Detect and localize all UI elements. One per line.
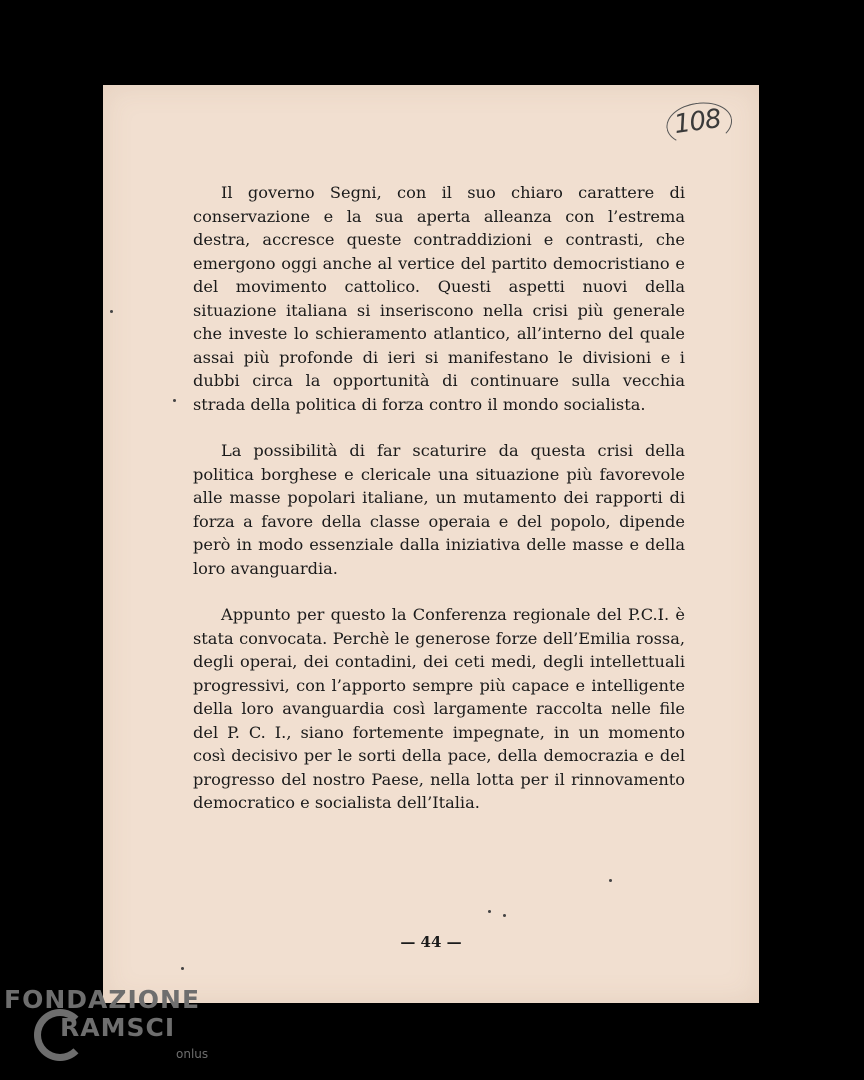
paragraph-1: Il governo Segni, con il suo chiaro carattere di conservazione e la sua aperta alleanza con l’estrema destra, accresce queste contraddizioni e contrasti, che emergono oggi anche al vertice del partito democristiano e del movimento cattolico. Questi aspetti nuovi della situazione italiana si inseriscono nella crisi più generale che investe lo schieramento atlantico, all’interno del quale assai più profonde di ieri si manifestano le divisioni e i dubbi circa la opportunità di continuare sulla vecchia strada della politica di forza contro il mondo socialista. bbox=[193, 183, 685, 414]
paragraph-3: Appunto per questo la Conferenza regionale del P.C.I. è stata convocata. Perchè le generose forze dell’Emilia rossa, degli operai, dei contadini, dei ceti medi, degli intellettuali progressivi, con l’apporto sempre più capace e intelligente della loro avanguardia così largamente raccolta nelle file del P. C. I., siano fortemente impegnate, in un momento così decisivo per le sorti della pace, della democrazia e del progresso del nostro Paese, nella lotta per il rinnovamento democratico e socialista dell’Italia. bbox=[193, 605, 685, 812]
paper-speck bbox=[181, 967, 184, 970]
body-text bbox=[193, 181, 685, 838]
watermark-sub: onlus bbox=[176, 1047, 209, 1061]
paper-speck bbox=[173, 399, 176, 402]
page-number: — 44 — bbox=[400, 933, 462, 951]
paragraph-2: La possibilità di far scaturire da questa crisi della politica borghese e clericale una situazione più favorevole alle masse popolari italiane, un mutamento dei rapporti di forza a favore della classe operaia e del popolo, dipende però in modo essenziale dalla iniziativa delle masse e della loro avanguardia. bbox=[193, 441, 685, 578]
paper-speck bbox=[488, 910, 491, 913]
watermark-line2: RAMSCI bbox=[60, 1013, 176, 1042]
paper-speck bbox=[503, 914, 506, 917]
paper-speck bbox=[609, 879, 612, 882]
fondazione-gramsci-watermark bbox=[4, 985, 224, 1080]
watermark-line1: FONDAZIONE bbox=[4, 985, 201, 1014]
paper-speck bbox=[110, 310, 113, 313]
archive-number: 108 bbox=[672, 103, 723, 141]
document-page bbox=[103, 85, 759, 1003]
